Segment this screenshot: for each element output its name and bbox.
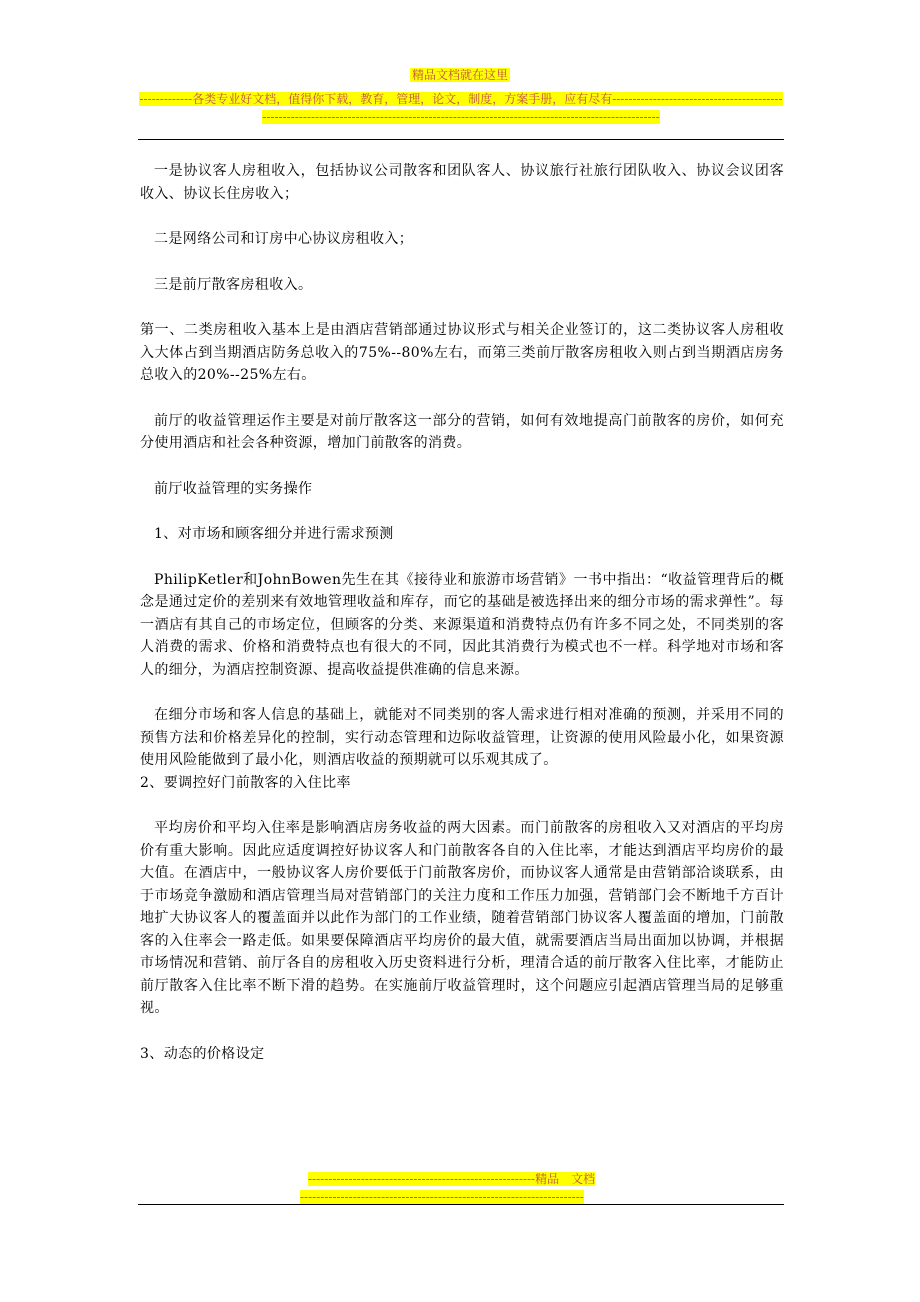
footer-line-1-text: --------------------------------------------------------精品 文档 xyxy=(308,1172,596,1186)
page-footer xyxy=(300,1170,640,1206)
footer-divider xyxy=(138,1204,784,1205)
section-heading-segmentation: 1、对市场和顾客细分并进行需求预测 xyxy=(154,526,394,542)
paragraph-kotler-quote: PhilipKetler和JohnBowen先生在其《接待业和旅游市场营销》一书中指出：“收益管理背后的概念是通过定价的差别来有效地管理收益和库存，而它的基础是被选择出来的细分市场的需求弹性”。每一酒店有其自己的市场定位，但顾客的分类、来源渠道和消费特点仍有许多不同之处，不同类别的客人消费的需求、价格和消费特点也有很大的不同，因此其消费行为模式也不一样。科学地对市场和客人的细分，为酒店控制资源、提高收益提供准确的信息来源。 xyxy=(140,571,784,678)
paragraph-front-office-ops: 前厅的收益管理运作主要是对前厅散客这一部分的营销，如何有效地提高门前散客的房价，如何充分使用酒店和社会各种资源，增加门前散客的消费。 xyxy=(140,412,784,451)
header-subtitle xyxy=(138,90,784,126)
header-title xyxy=(0,67,920,83)
footer-line-2-text: ---------------------------------------------------------------------- xyxy=(300,1190,584,1204)
paragraph-income-share: 第一、二类房租收入基本上是由酒店营销部通过协议形式与相关企业签订的，这二类协议客人房租收入大体占到当期酒店防务总收入的75%--80%左右，而第三类前厅散客房租收入则占到当期酒店房务总收入的20%--25%左右。 xyxy=(140,322,784,383)
paragraph-network-income: 二是网络公司和订房中心协议房租收入； xyxy=(154,231,414,247)
paragraph-demand-forecast: 在细分市场和客人信息的基础上，就能对不同类别的客人需求进行相对准确的预测，并采用不同的预售方法和价格差异化的控制，实行动态管理和边际收益管理，让资源的使用风险最小化，如果资源使用风险能做到了最小化，则酒店收益的预期就可以乐观其成了。 xyxy=(140,707,784,768)
document-body xyxy=(140,160,784,1065)
header-title-text: 精品文档就在这里 xyxy=(411,68,508,82)
footer-line-1 xyxy=(300,1170,640,1188)
paragraph-walkin-income: 三是前厅散客房租收入。 xyxy=(154,276,313,293)
section-heading-occupancy: 2、要调控好门前散客的入住比率 xyxy=(140,774,351,791)
section-heading-pricing: 3、动态的价格设定 xyxy=(140,1045,265,1062)
paragraph-agreement-income: 一是协议客人房租收入，包括协议公司散客和团队客人、协议旅行社旅行团队收入、协议会议团客收入、协议长住房收入； xyxy=(140,163,784,202)
header-divider xyxy=(138,139,784,140)
header-subtitle-text: -------------各类专业好文档，值得你下载，教育，管理，论文，制度，方案手册，应有尽有-------------------------------------------------------------------------------------------------------------------------------------------- xyxy=(139,92,783,124)
paragraph-occupancy-ratio: 平均房价和平均入住率是影响酒店房务收益的两大因素。而门前散客的房租收入又对酒店的平均房价有重大影响。因此应适度调控好协议客人和门前散客各自的入住比率，才能达到酒店平均房价的最大值。在酒店中，一般协议客人房价要低于门前散客房价，而协议客人通常是由营销部洽谈联系，由于市场竞争激励和酒店管理当局对营销部门的关注力度和工作压力加强，营销部门会不断地千方百计地扩大协议客人的覆盖面并以此作为部门的工作业绩，随着营销部门协议客人覆盖面的增加，门前散客的入住率会一路走低。如果要保障酒店平均房价的最大值，就需要酒店当局出面加以协调，并根据市场情况和营销、前厅各自的房租收入历史资料进行分析，理清合适的前厅散客入住比率，才能防止前厅散客入住比率不断下滑的趋势。在实施前厅收益管理时，这个问题应引起酒店管理当局的足够重视。 xyxy=(140,820,784,1016)
section-heading-practice: 前厅收益管理的实务操作 xyxy=(154,480,313,497)
